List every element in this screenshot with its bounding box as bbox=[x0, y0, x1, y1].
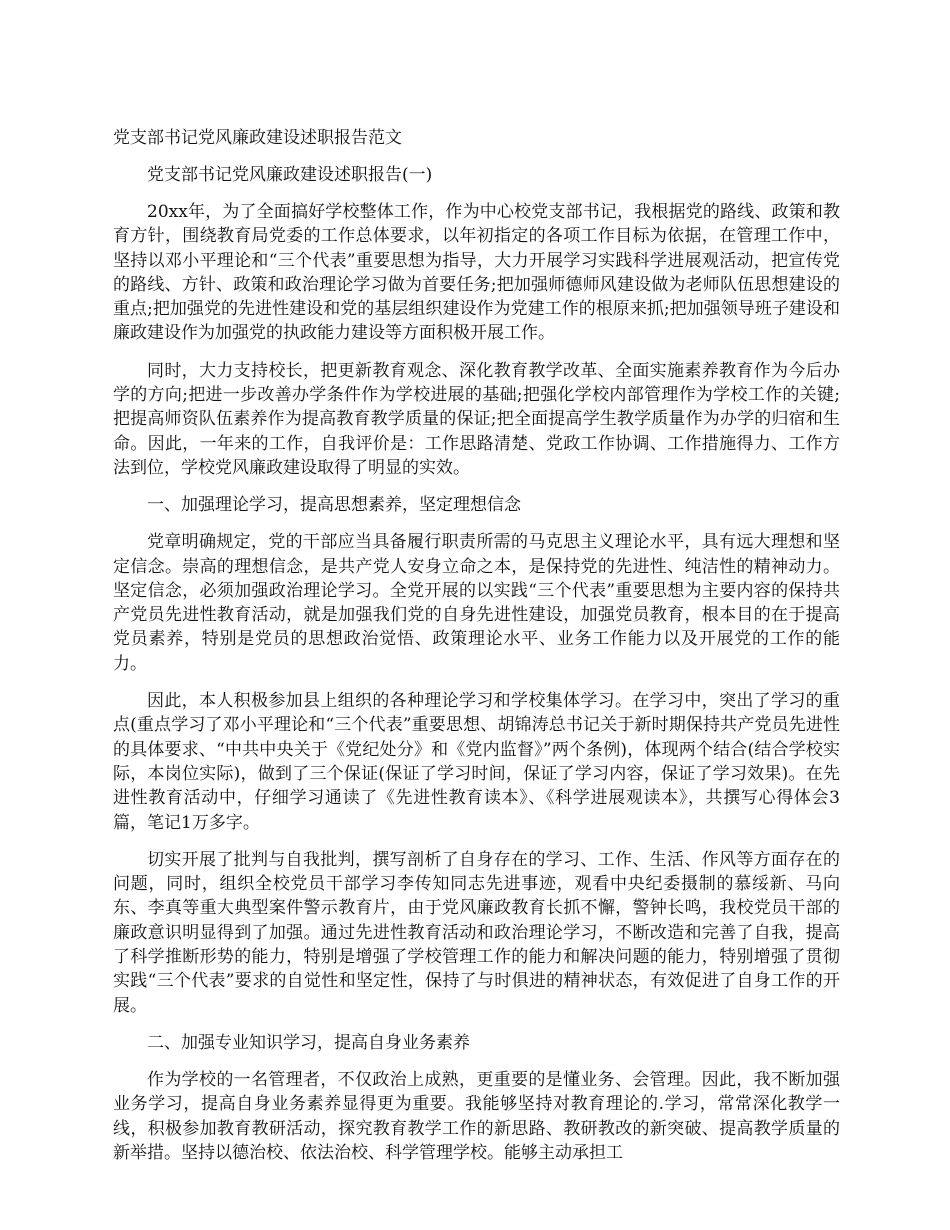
paragraph-study-participation: 因此，本人积极参加县上组织的各种理论学习和学校集体学习。在学习中，突出了学习的重点(重点学习了邓小平理论和“三个代表”重要思想、胡锦涛总书记关于新时期保持共产党员先进性的具体要求、“中共中央关于《党纪处分》和《党内监督》”两个条例)，体现两个结合(结合学校实际，本岗位实际)，做到了三个保证(保证了学习时间，保证了学习内容，保证了学习效果)。在先进性教育活动中，仔细学习通读了《先进性教育读本》、《科学进展观读本》，共撰写心得体会3篇，笔记1万多字。 bbox=[113, 691, 840, 833]
paragraph-manager-role: 作为学校的一名管理者，不仅政治上成熟，更重要的是懂业务、会管理。因此，我不断加强业务学习，提高自身业务素养显得更为重要。我能够坚持对教育理论的.学习，常常深化教学一线，积极参加教育教研活动，探究教育教学工作的新思路、教研教改的新突破、提高教学质量的新举措。坚持以德治校、依法治校、科学管理学校。能够主动承担工 bbox=[113, 1069, 840, 1163]
paragraph-self-criticism: 切实开展了批判与自我批判，撰写剖析了自身存在的学习、工作、生活、作风等方面存在的问题，同时，组织全校党员干部学习李传知同志先进事迹，观看中央纪委摄制的慕绥新、马向东、李真等重大典型案件警示教育片，由于党风廉政教育长抓不懈，警钟长鸣，我校党员干部的廉政意识明显得到了加强。通过先进性教育活动和政治理论学习，不断改造和完善了自我，提高了科学推断形势的能力，特别是增强了学校管理工作的能力和解决问题的能力，特别增强了贯彻实践“三个代表”要求的自觉性和坚定性，保持了与时俱进的精神状态，有效促进了自身工作的开展。 bbox=[113, 849, 840, 1016]
document-page bbox=[113, 126, 840, 1178]
section-heading-theory-study: 一、加强理论学习，提高思想素养，坚定理想信念 bbox=[147, 495, 521, 516]
paragraph-intro: 20xx年，为了全面搞好学校整体工作，作为中心校党支部书记，我根据党的路线、政策和教育方针，围绕教育局党委的工作总体要求，以年初指定的各项工作目标为依据，在管理工作中，坚持以邓小平理论和“三个代表”重要思想为指导，大力开展学习实践科学进展观活动，把宣传党的路线、方针、政策和政治理论学习做为首要任务;把加强师德师风建设做为老师队伍思想建设的重点;把加强党的先进性建设和党的基层组织建设作为党建工作的根原来抓;把加强领导班子建设和廉政建设作为加强党的执政能力建设等方面积极开展工作。 bbox=[113, 202, 840, 344]
document-title: 党支部书记党风廉政建设述职报告范文 bbox=[113, 128, 402, 148]
paragraph-party-constitution: 党章明确规定，党的干部应当具备履行职责所需的马克思主义理论水平，具有远大理想和坚定信念。崇高的理想信念，是共产党人安身立命之本，是保持党的先进性、纯洁性的精神动力。坚定信念，必须加强政治理论学习。全党开展的以实践“三个代表”重要思想为主要内容的保持共产党员先进性教育活动，就是加强我们党的自身先进性建设，加强党员教育，根本目的在于提高党员素养，特别是党员的思想政治觉悟、政策理论水平、业务工作能力以及开展党的工作的能力。 bbox=[113, 532, 840, 674]
paragraph-support-principal: 同时，大力支持校长，把更新教育观念、深化教育教学改革、全面实施素养教育作为今后办学的方向;把进一步改善办学条件作为学校进展的基础;把强化学校内部管理作为学校工作的关键;把提高师资队伍素养作为提高教育教学质量的保证;把全面提高学生教学质量作为办学的归宿和生命。因此，一年来的工作，自我评价是：工作思路清楚、党政工作协调、工作措施得力、工作方法到位，学校党风廉政建设取得了明显的实效。 bbox=[113, 360, 840, 478]
document-subtitle: 党支部书记党风廉政建设述职报告(一) bbox=[147, 165, 433, 185]
section-heading-professional-study: 二、加强专业知识学习，提高自身业务素养 bbox=[147, 1032, 470, 1053]
